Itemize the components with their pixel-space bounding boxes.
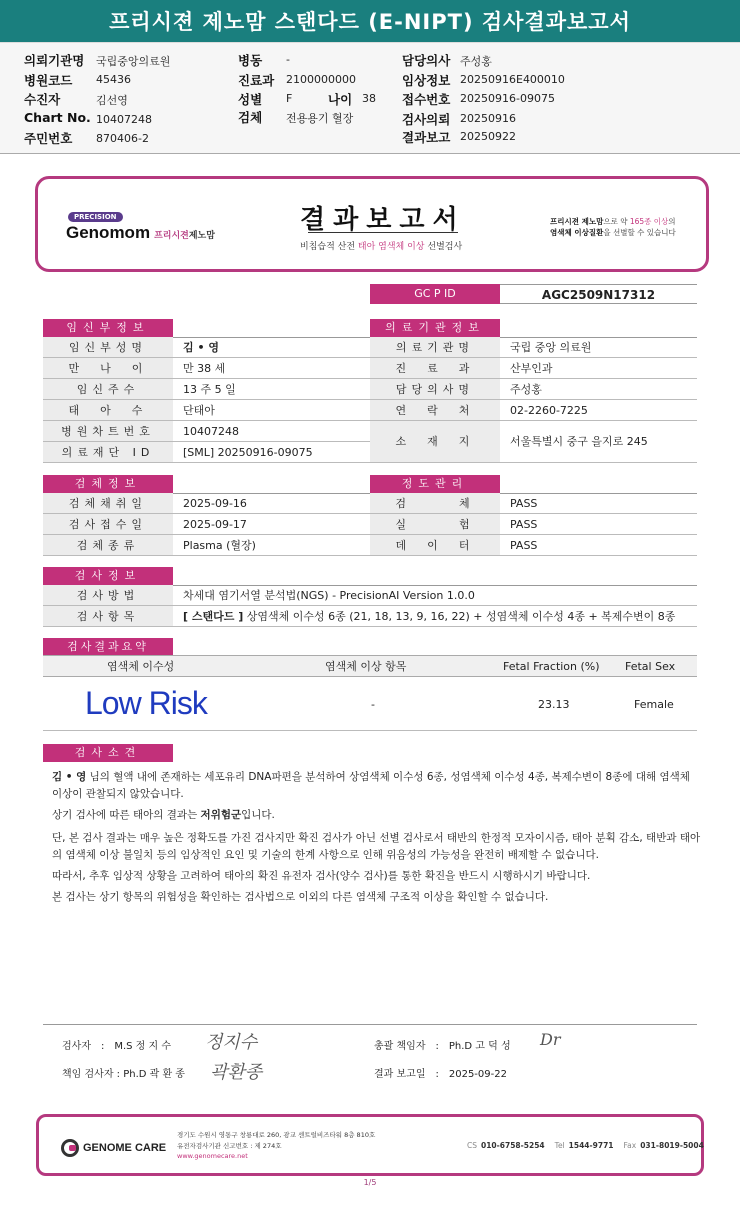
- table-row: 태 아 수 단태아: [43, 400, 370, 421]
- table-row: 병원차트번호 10407248: [43, 421, 370, 442]
- opinion-paragraph: 따라서, 추후 임상적 상황을 고려하여 태아의 확진 유전자 검사(양수 검사)를 통한 확진을 반드시 시행하시기 바랍니다.: [52, 870, 591, 882]
- header-value: 20250916-09075: [460, 92, 555, 105]
- header-label: 병원코드: [24, 73, 73, 88]
- header-label: Chart No.: [24, 110, 91, 125]
- opinion-paragraph: 김 • 영 님의 혈액 내에 존재하는 세포유리 DNA파편을 분석하여 상염색체 이수성 6종, 성염색체 이수성 4종, 복제수변이 8종에 대해 염색체 이상이 관찰되지 않았습니다.: [52, 771, 690, 800]
- header-value: -: [286, 53, 290, 66]
- header-value: 20250916: [460, 112, 516, 125]
- table-row: 담당의사명 주성홍: [370, 379, 697, 400]
- patient-header: [0, 42, 740, 154]
- banner-note: 프리시젼 제노맘으로 약 165종 이상의 염색체 이상질환을 선별할 수 있습니다: [550, 217, 676, 237]
- section-result-summary: 검사결과요약: [43, 638, 173, 656]
- table-row: 진 료 과 산부인과: [370, 358, 697, 379]
- col-aneuploidy: 염색체 이수성: [107, 660, 175, 673]
- precision-badge: PRECISION: [68, 212, 123, 222]
- header-label: 검사의뢰: [402, 112, 451, 127]
- abnormal-items-value: -: [371, 698, 375, 711]
- section-hospital-info: 의료기관정보: [370, 319, 500, 337]
- header-label: 주민번호: [24, 131, 73, 146]
- section-pregnant-info: 임신부정보: [43, 319, 173, 337]
- page-number: 1/5: [363, 1178, 377, 1187]
- header-value: 주성홍: [460, 55, 492, 68]
- signature-responsible: 곽환종: [210, 1062, 263, 1083]
- table-row: 의료기관명 국립 중앙 의료원: [370, 337, 697, 358]
- header-label: 병동: [238, 53, 263, 68]
- opinion-paragraph: 본 검사는 상기 항목의 위험성을 확인하는 검사법으로 이외의 다른 염색체 구조적 이상을 확인할 수 없습니다.: [52, 891, 549, 903]
- table-row: 검체채취일 2025-09-16: [43, 493, 370, 514]
- risk-result: Low Risk: [85, 685, 207, 721]
- footer-address: 경기도 수원시 영통구 창룡대로 260, 광교 센트럴비즈타워 8층 810호 유전자검사기관 신고번호 : 제 274호 www.genomecare.net: [177, 1131, 376, 1160]
- header-value: 20250922: [460, 130, 516, 143]
- summary-result-row: [43, 678, 697, 731]
- header-label: 의뢰기관명: [24, 53, 85, 68]
- table-row: 만 나 이 만 38 세: [43, 358, 370, 379]
- header-label: 나이: [328, 92, 353, 107]
- signoff-rule: [43, 1024, 697, 1025]
- header-label: 성별: [238, 92, 263, 107]
- signature-examiner: 정지수: [205, 1032, 258, 1053]
- table-row: 임신부성명 김 • 영: [43, 337, 370, 358]
- header-value: 국립중앙의료원: [96, 55, 171, 68]
- header-value: 38: [362, 92, 376, 105]
- heading-underline: [308, 232, 458, 233]
- opinion-paragraph: 단, 본 검사 결과는 매우 높은 정확도를 가진 검사지만 확진 검사가 아닌 선별 검사로서 태반의 한정적 모자이시즘, 태아 분획 감소, 태반과 태아의 염색체 이상 불일치 등의 임상적인 요인 및 기술의 한계 사항으로 인해 위음성의 가능성을 완전히 배제할 수 없습니다.: [52, 832, 701, 861]
- footer-banner: [36, 1114, 704, 1176]
- footer-contact: CS 010-6758-5254 Tel 1544-9771 Fax 031-8019-5004: [467, 1141, 704, 1150]
- header-label: 수진자: [24, 92, 61, 107]
- report-title: 프리시젼 제노맘 스탠다드 (E-NIPT) 검사결과보고서: [0, 0, 740, 42]
- section-opinion: 검사소견: [43, 744, 173, 762]
- responsible-examiner: 책임 검사자 : Ph.D 곽 환 종: [62, 1069, 185, 1080]
- section-test-info: 검사정보: [43, 567, 173, 585]
- gc-pid: [370, 284, 697, 304]
- header-label: 임상정보: [402, 73, 451, 88]
- report-date: 결과 보고일 : 2025-09-22: [374, 1069, 507, 1080]
- header-label: 진료과: [238, 73, 275, 88]
- genomecare-logo: GENOME CARE: [61, 1139, 166, 1157]
- header-value: 10407248: [96, 113, 152, 126]
- header-label: 접수번호: [402, 92, 451, 107]
- table-row: 검체종류 Plasma (혈장): [43, 535, 370, 556]
- table-row: 데 이 터 PASS: [370, 535, 697, 556]
- gc-pid-value: AGC2509N17312: [500, 284, 697, 304]
- header-label: 결과보고: [402, 130, 451, 145]
- test-items-row: 검사항목 [ 스탠다드 ] 상염색체 이수성 6종 (21, 18, 13, 9, 16, 22) + 성염색체 이수성 4종 + 복제수변이 8종: [43, 606, 697, 627]
- col-fetal-sex: Fetal Sex: [625, 660, 676, 673]
- fetal-fraction-value: 23.13: [538, 698, 570, 711]
- report-subtitle: 비침습적 산전 태아 염색체 이상 선별검사: [300, 242, 463, 252]
- genomom-logo: Genomom 프리시젼제노맘: [66, 223, 215, 242]
- header-value: 전용용기 혈장: [286, 112, 354, 125]
- header-value: 김선영: [96, 94, 128, 107]
- header-label: 검체: [238, 110, 263, 125]
- table-row: 임신주수 13 주 5 일: [43, 379, 370, 400]
- opinion-paragraph: 상기 검사에 따른 태아의 결과는 저위험군입니다.: [52, 809, 275, 821]
- examiner: 검사자 : M.S 정 지 수: [62, 1041, 172, 1052]
- report-banner: [35, 176, 709, 272]
- table-row: 의료재단 ID [SML] 20250916-09075: [43, 442, 370, 463]
- signature-director: Dr: [540, 1030, 561, 1049]
- col-fetal-fraction: Fetal Fraction (%): [503, 660, 600, 673]
- table-row: 검 체 PASS: [370, 493, 697, 514]
- header-value: F: [286, 92, 293, 105]
- header-value: 870406-2: [96, 132, 149, 145]
- test-method-row: 검사방법 차세대 염기서열 분석법(NGS) - PrecisionAI Version 1.0.0: [43, 585, 697, 606]
- col-abnormal-items: 염색체 이상 항목: [325, 660, 407, 673]
- gc-pid-label: GC P ID: [370, 284, 500, 304]
- header-value: 2100000000: [286, 73, 356, 86]
- section-specimen-info: 검체정보: [43, 475, 173, 493]
- header-value: 45436: [96, 73, 131, 86]
- section-quality-control: 정도관리: [370, 475, 500, 493]
- table-row: 실 험 PASS: [370, 514, 697, 535]
- summary-header: [43, 655, 697, 677]
- table-row: 검사접수일 2025-09-17: [43, 514, 370, 535]
- header-value: 20250916E400010: [460, 73, 565, 86]
- fetal-sex-value: Female: [634, 698, 674, 711]
- director: 총괄 책임자 : Ph.D 고 덕 성: [374, 1041, 511, 1052]
- table-row: 소 재 지 서울특별시 중구 을지로 245: [370, 421, 697, 463]
- genomecare-icon: [61, 1139, 79, 1157]
- table-row: 연 락 처 02-2260-7225: [370, 400, 697, 421]
- header-label: 담당의사: [402, 53, 451, 68]
- report-heading: 결과보고서: [300, 205, 466, 235]
